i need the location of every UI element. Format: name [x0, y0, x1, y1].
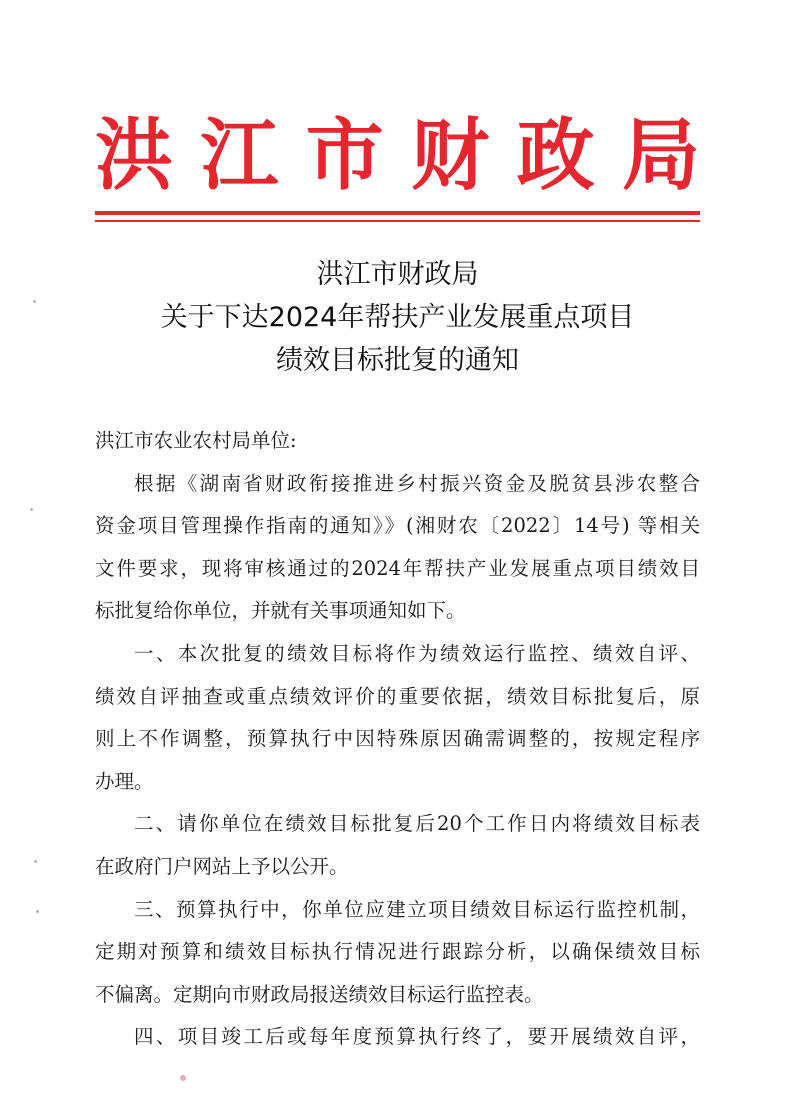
- letterhead-char: 政: [516, 109, 595, 201]
- body-line: 办理。: [95, 769, 154, 793]
- addressee: 洪江市农业农村局单位:: [95, 429, 297, 452]
- body-line: 资金项目管理操作指南的通知》》(湘财农〔2022〕14号) 等相关: [95, 514, 700, 538]
- body-line: 三、预算执行中，你单位应建立项目绩效目标运行监控机制，: [134, 897, 700, 921]
- body-line: 不偏离。定期向市财政局报送绩效目标运行监控表。: [95, 982, 544, 1006]
- letterhead-char: 江: [200, 109, 279, 201]
- body-line: 二、请你单位在绩效目标批复后20个工作日内将绩效目标表: [134, 812, 700, 836]
- title-line: 洪江市财政局: [316, 259, 479, 290]
- letterhead-char: 局: [621, 109, 700, 201]
- scan-speck: [34, 860, 37, 863]
- letterhead-rule-thick: [95, 211, 700, 215]
- scan-speck: [180, 1075, 186, 1081]
- body-line: 根据《湖南省财政衔接推进乡村振兴资金及脱贫县涉农整合: [134, 471, 700, 495]
- letterhead-char: 市: [305, 109, 384, 201]
- paragraph-3: [95, 803, 700, 888]
- letterhead-char: 洪: [95, 109, 174, 201]
- paragraph-4: [95, 889, 700, 1017]
- title-line: 关于下达2024年帮扶产业发展重点项目: [160, 302, 635, 333]
- letterhead: [95, 108, 700, 203]
- body-line: 在政府门户网站上予以公开。: [95, 854, 349, 878]
- paragraph-2: [95, 633, 700, 803]
- scan-speck: [33, 300, 36, 303]
- scan-speck: [36, 910, 39, 913]
- body-line: 一、本次批复的绩效目标将作为绩效运行监控、绩效自评、: [134, 641, 700, 665]
- body-line: 文件要求，现将审核通过的2024年帮扶产业发展重点项目绩效目: [95, 556, 700, 580]
- body-line: 四、项目竣工后或每年度预算执行终了，要开展绩效自评，: [134, 1025, 700, 1049]
- paragraph-5: [95, 1016, 700, 1059]
- body-line: 则上不作调整，预算执行中因特殊原因确需调整的，按规定程序: [95, 727, 700, 751]
- letterhead-char: 财: [411, 109, 490, 201]
- document-body: [95, 420, 700, 1059]
- body-line: 绩效自评抽查或重点绩效评价的重要依据，绩效目标批复后，原: [95, 684, 700, 708]
- scan-speck: [30, 508, 33, 511]
- paragraph-1: [95, 463, 700, 633]
- letterhead-rule-thin: [95, 220, 700, 222]
- body-line: 标批复给你单位，并就有关事项通知如下。: [95, 599, 466, 623]
- title-line: 绩效目标批复的通知: [276, 345, 519, 376]
- body-line: 定期对预算和绩效目标执行情况进行跟踪分析，以确保绩效目标: [95, 940, 700, 964]
- document-title: [95, 253, 700, 382]
